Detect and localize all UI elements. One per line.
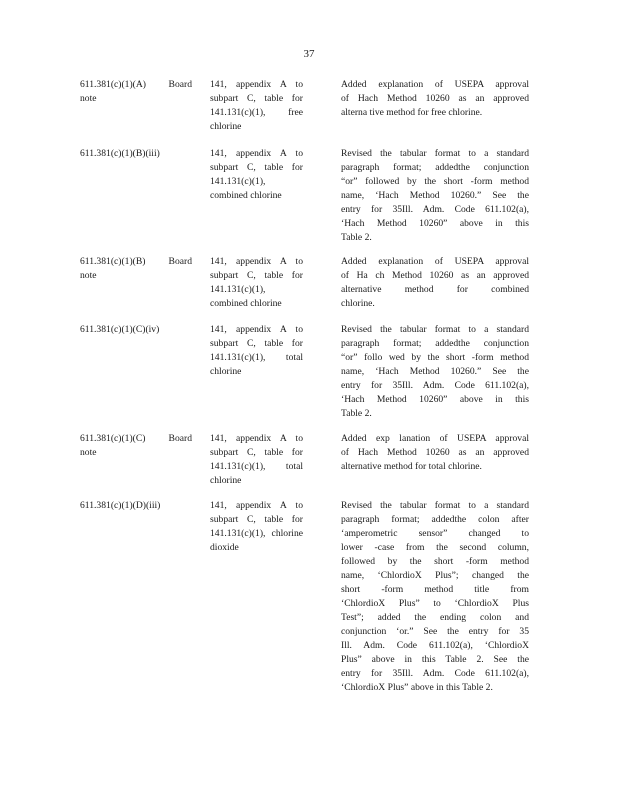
cell-line: of Hach Method 10260 as an approved bbox=[341, 447, 529, 458]
cell-line: lower -case from the second column, bbox=[341, 542, 529, 553]
cell-line: subpart C, table for bbox=[210, 162, 303, 173]
table-row bbox=[80, 78, 540, 147]
cell-line: paragraph format; addedthe conjunction bbox=[341, 338, 529, 349]
revision-cell bbox=[341, 432, 529, 474]
cell-line: Revised the tabular format to a standard bbox=[341, 324, 529, 335]
section-cell bbox=[80, 147, 192, 161]
cell-line: short -form method title from bbox=[341, 584, 529, 595]
cell-line: subpart C, table for bbox=[210, 338, 303, 349]
cell-line: 611.381(c)(1)(B)(iii) bbox=[80, 148, 160, 159]
cell-line: chlorine. bbox=[341, 298, 375, 309]
cell-line: 141.131(c)(1), total bbox=[210, 461, 303, 472]
cell-line: 141.131(c)(1), chlorine bbox=[210, 528, 303, 539]
cell-line: name, ‘Hach Method 10260.” See the bbox=[341, 190, 529, 201]
cell-line: subpart C, table for bbox=[210, 447, 303, 458]
cell-line: ‘Hach Method 10260” above in this bbox=[341, 394, 529, 405]
cell-line: of Hach Method 10260 as an approved bbox=[341, 93, 529, 104]
cell-line: Added explanation of USEPA approval bbox=[341, 256, 529, 267]
cell-line: 611.381(c)(1)(C)(iv) bbox=[80, 324, 160, 335]
revision-cell bbox=[341, 147, 529, 245]
cell-line: 141, appendix A to bbox=[210, 324, 303, 335]
cell-line: 141.131(c)(1), total bbox=[210, 352, 303, 363]
revision-cell bbox=[341, 255, 529, 311]
source-cell bbox=[210, 432, 303, 488]
cell-line: entry for 35Ill. Adm. Code 611.102(a), bbox=[341, 204, 529, 215]
cell-line: chlorine bbox=[210, 475, 242, 486]
page-number: 37 bbox=[303, 48, 315, 60]
source-cell bbox=[210, 255, 303, 311]
cell-line: chlorine bbox=[210, 366, 242, 377]
cell-line: subpart C, table for bbox=[210, 93, 303, 104]
cell-line: dioxide bbox=[210, 542, 239, 553]
cell-line: alterna tive method for free chlorine. bbox=[341, 107, 483, 118]
cell-line: 611.381(c)(1)(D)(iii) bbox=[80, 500, 161, 511]
section-cell bbox=[80, 78, 192, 106]
cell-line: 141, appendix A to bbox=[210, 433, 303, 444]
cell-line: conjunction ‘or.” See the entry for 35 bbox=[341, 626, 529, 637]
cell-line: Table 2. bbox=[341, 408, 372, 419]
section-cell bbox=[80, 323, 192, 337]
cell-line: ‘Hach Method 10260” above in this bbox=[341, 218, 529, 229]
cell-line: note bbox=[80, 93, 97, 104]
cell-line: entry for 35Ill. Adm. Code 611.102(a), bbox=[341, 380, 529, 391]
cell-line: ‘amperometric sensor” changed to bbox=[341, 528, 529, 539]
cell-line: 611.381(c)(1)(A) Board bbox=[80, 79, 192, 90]
table-row bbox=[80, 432, 540, 499]
revision-cell bbox=[341, 499, 529, 695]
cell-line: name, ‘ChlordioX Plus”; changed the bbox=[341, 570, 529, 581]
cell-line: note bbox=[80, 447, 97, 458]
section-cell bbox=[80, 499, 192, 513]
cell-line: 611.381(c)(1)(C) Board bbox=[80, 433, 192, 444]
cell-line: paragraph format; addedthe conjunction bbox=[341, 162, 529, 173]
cell-line: “or” follo wed by the short -form method bbox=[341, 352, 529, 363]
cell-line: note bbox=[80, 270, 97, 281]
cell-line: 141.131(c)(1), bbox=[210, 176, 266, 187]
cell-line: combined chlorine bbox=[210, 190, 282, 201]
cell-line: ‘ChlordioX Plus” to ‘ChlordioX Plus bbox=[341, 598, 529, 609]
section-cell bbox=[80, 432, 192, 460]
cell-line: paragraph format; addedthe colon after bbox=[341, 514, 529, 525]
cell-line: subpart C, table for bbox=[210, 270, 303, 281]
cell-line: alternative method for total chlorine. bbox=[341, 461, 482, 472]
cell-line: 141, appendix A to bbox=[210, 500, 303, 511]
cell-line: Ill. Adm. Code 611.102(a), ‘ChlordioX bbox=[341, 640, 529, 651]
cell-line: followed by the short -form method bbox=[341, 556, 529, 567]
source-cell bbox=[210, 147, 303, 203]
cell-line: alternative method for combined bbox=[341, 284, 529, 295]
table-row bbox=[80, 499, 540, 714]
table-row bbox=[80, 255, 540, 323]
cell-line: Added explanation of USEPA approval bbox=[341, 79, 529, 90]
revision-cell bbox=[341, 78, 529, 120]
source-cell bbox=[210, 323, 303, 379]
cell-line: entry for 35Ill. Adm. Code 611.102(a), bbox=[341, 668, 529, 679]
cell-line: of Ha ch Method 10260 as an approved bbox=[341, 270, 529, 281]
cell-line: chlorine bbox=[210, 121, 242, 132]
cell-line: Table 2. bbox=[341, 232, 372, 243]
cell-line: 141, appendix A to bbox=[210, 256, 303, 267]
cell-line: “or” followed by the short -form method bbox=[341, 176, 529, 187]
cell-line: combined chlorine bbox=[210, 298, 282, 309]
cell-line: 141, appendix A to bbox=[210, 148, 303, 159]
table-row bbox=[80, 147, 540, 255]
section-cell bbox=[80, 255, 192, 283]
cell-line: 141.131(c)(1), free bbox=[210, 107, 303, 118]
cell-line: subpart C, table for bbox=[210, 514, 303, 525]
cell-line: 611.381(c)(1)(B) Board bbox=[80, 256, 192, 267]
cell-line: Revised the tabular format to a standard bbox=[341, 148, 529, 159]
cell-line: Added exp lanation of USEPA approval bbox=[341, 433, 529, 444]
cell-line: 141.131(c)(1), bbox=[210, 284, 266, 295]
source-cell bbox=[210, 78, 303, 134]
cell-line: 141, appendix A to bbox=[210, 79, 303, 90]
revision-cell bbox=[341, 323, 529, 421]
cell-line: Revised the tabular format to a standard bbox=[341, 500, 529, 511]
table-row bbox=[80, 323, 540, 432]
cell-line: Test”; added the ending colon and bbox=[341, 612, 529, 623]
source-cell bbox=[210, 499, 303, 555]
cell-line: ‘ChlordioX Plus” above in this Table 2. bbox=[341, 682, 493, 693]
cell-line: name, ‘Hach Method 10260.” See the bbox=[341, 366, 529, 377]
cell-line: Plus” above in this Table 2. See the bbox=[341, 654, 529, 665]
